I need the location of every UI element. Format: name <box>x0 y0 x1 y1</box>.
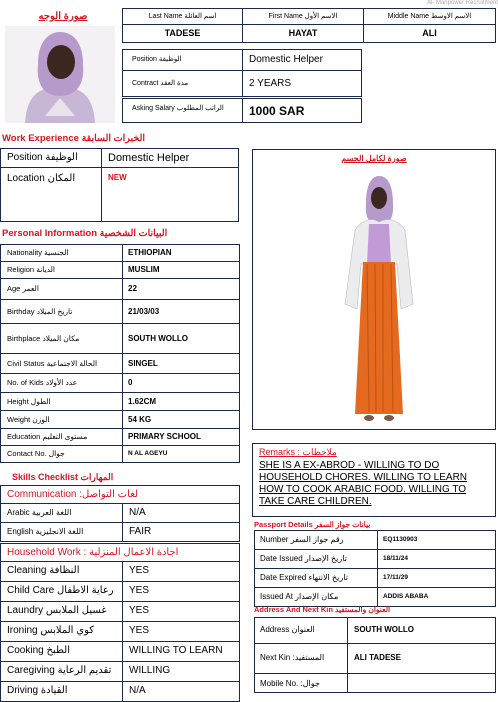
personal-row-label: Religion الديانة <box>0 261 123 279</box>
household-label: Ironing كوي الملابس <box>0 621 123 642</box>
address-title: Address And Next Kin العنوان والمستفيد <box>254 605 391 614</box>
language-value: N/A <box>122 503 240 523</box>
first-name-label: First Name الاسم الأول <box>242 8 364 25</box>
household-label: Cooking الطبخ <box>0 641 123 662</box>
personal-row-label: Height الطول <box>0 392 123 411</box>
communication-title: Communication :لغات التواصل <box>0 485 240 504</box>
we-location-label: Location المكان <box>0 167 102 222</box>
household-label: Caregiving تقديم الرعاية <box>0 661 123 682</box>
personal-row-label: Education مستوى التعليم <box>0 428 123 446</box>
remarks-line: HOUSEHOLD CHORES. WILLING TO LEARN <box>259 472 468 483</box>
language-value: FAIR <box>122 522 240 542</box>
personal-row-label: Birthplace مكان الميلاد <box>0 323 123 354</box>
personal-row-value: MUSLIM <box>122 261 240 279</box>
household-label: Laundry غسيل الملابس <box>0 601 123 622</box>
personal-row-value: ETHIOPIAN <box>122 244 240 262</box>
middle-name-label: Middle Name الاسم الاوسط <box>363 8 496 25</box>
household-value: YES <box>122 561 240 582</box>
passport-row-label: Date Issued تاريخ الإصدار <box>254 549 378 569</box>
personal-row-label: Civil Status الحالة الاجتماعية <box>0 353 123 374</box>
position-label: Position الوظيفة <box>122 49 243 71</box>
passport-row-value: 17/11/29 <box>377 568 496 588</box>
household-value: YES <box>122 581 240 602</box>
we-position-label: Position الوظيفة <box>0 148 102 168</box>
remarks-box <box>252 443 496 517</box>
remarks-text <box>259 460 495 508</box>
last-name-label: Last Name اسم العائلة <box>122 8 243 25</box>
salary-label: Asking Salary الراتب المطلوب <box>122 98 243 123</box>
first-name-value: HAYAT <box>242 24 364 43</box>
remarks-line: SHE IS A EX-ABROD - WILLING TO DO <box>259 460 440 471</box>
full-photo-title: صورة لكامل الجسم <box>341 154 407 163</box>
remarks-title: Remarks : ملاحظات <box>259 447 337 457</box>
household-value: WILLING <box>122 661 240 682</box>
personal-row-label: Weight الوزن <box>0 410 123 429</box>
face-photo <box>5 26 115 123</box>
last-name-value: TADESE <box>122 24 243 43</box>
mobile-label: Mobile No. :جوال <box>254 673 348 693</box>
remarks-line: TAKE CARE CHILDREN. <box>259 496 372 507</box>
full-photo-frame <box>252 149 496 430</box>
contract-value: 2 YEARS <box>242 70 362 97</box>
salary-value: 1000 SAR <box>242 98 362 123</box>
personal-row-value: 22 <box>122 278 240 300</box>
personal-row-value: 54 KG <box>122 410 240 429</box>
household-value: N/A <box>122 681 240 702</box>
language-label: Arabic اللغة العربية <box>0 503 123 523</box>
position-value: Domestic Helper <box>242 49 362 71</box>
language-label: English اللغة الانجليزية <box>0 522 123 542</box>
passport-row-label: Number رقم جواز السفر <box>254 530 378 550</box>
household-title: Household Work : اجادة الاعمال المنزلية <box>0 543 240 562</box>
passport-row-value: ADDIS ABABA <box>377 587 496 607</box>
passport-row-value: EQ1130903 <box>377 530 496 550</box>
personal-row-label: No. of Kids عدد الأولاد <box>0 373 123 393</box>
passport-title: Passport Details بيانات جواز السفر <box>254 520 371 529</box>
next-kin-label: Next Kin :المستفيد <box>254 643 348 674</box>
contract-label: Contract مدة العقد <box>122 70 243 97</box>
household-value: WILLING TO LEARN <box>122 641 240 662</box>
personal-row-value: 21/03/03 <box>122 299 240 324</box>
personal-row-value: N AL AGEYU <box>122 445 240 463</box>
next-kin-value: ALI TADESE <box>347 643 496 674</box>
personal-info-title: Personal Information البيانات الشخصية <box>2 228 168 239</box>
personal-row-label: Age العمر <box>0 278 123 300</box>
household-label: Child Care رعاية الاطفال <box>0 581 123 602</box>
personal-row-value: PRIMARY SCHOOL <box>122 428 240 446</box>
personal-row-value: 0 <box>122 373 240 393</box>
personal-row-value: SINGEL <box>122 353 240 374</box>
mobile-value <box>347 673 496 693</box>
skills-title: Skills Checklist المهارات <box>12 472 114 482</box>
household-value: YES <box>122 621 240 642</box>
personal-row-label: Birthday تاريخ الميلاد <box>0 299 123 324</box>
household-label: Cleaning النظافة <box>0 561 123 582</box>
address-value: SOUTH WOLLO <box>347 617 496 644</box>
we-position-value: Domestic Helper <box>101 148 239 168</box>
remarks-line: HOW TO COOK ARABIC FOOD. WILLING TO <box>259 484 467 495</box>
passport-row-value: 18/11/24 <box>377 549 496 569</box>
personal-row-label: Nationality الجنسية <box>0 244 123 262</box>
face-photo-title: صورة الوجه <box>38 11 88 22</box>
passport-row-label: Issued At مكان الإصدار <box>254 587 378 607</box>
household-value: YES <box>122 601 240 622</box>
we-location-value: NEW <box>101 167 239 222</box>
header-corner-text: Al- Manpower Recruitment <box>426 0 498 6</box>
full-body-photo <box>333 174 423 428</box>
personal-row-value: 1.62CM <box>122 392 240 411</box>
passport-row-label: Date Expired تاريخ الانتهاء <box>254 568 378 588</box>
personal-row-value: SOUTH WOLLO <box>122 323 240 354</box>
address-label: Address العنوان <box>254 617 348 644</box>
personal-row-label: Contact No. جوال <box>0 445 123 463</box>
middle-name-value: ALI <box>363 24 496 43</box>
household-label: Driving القيادة <box>0 681 123 702</box>
work-experience-title: Work Experience الخبرات السابقة <box>2 133 146 144</box>
